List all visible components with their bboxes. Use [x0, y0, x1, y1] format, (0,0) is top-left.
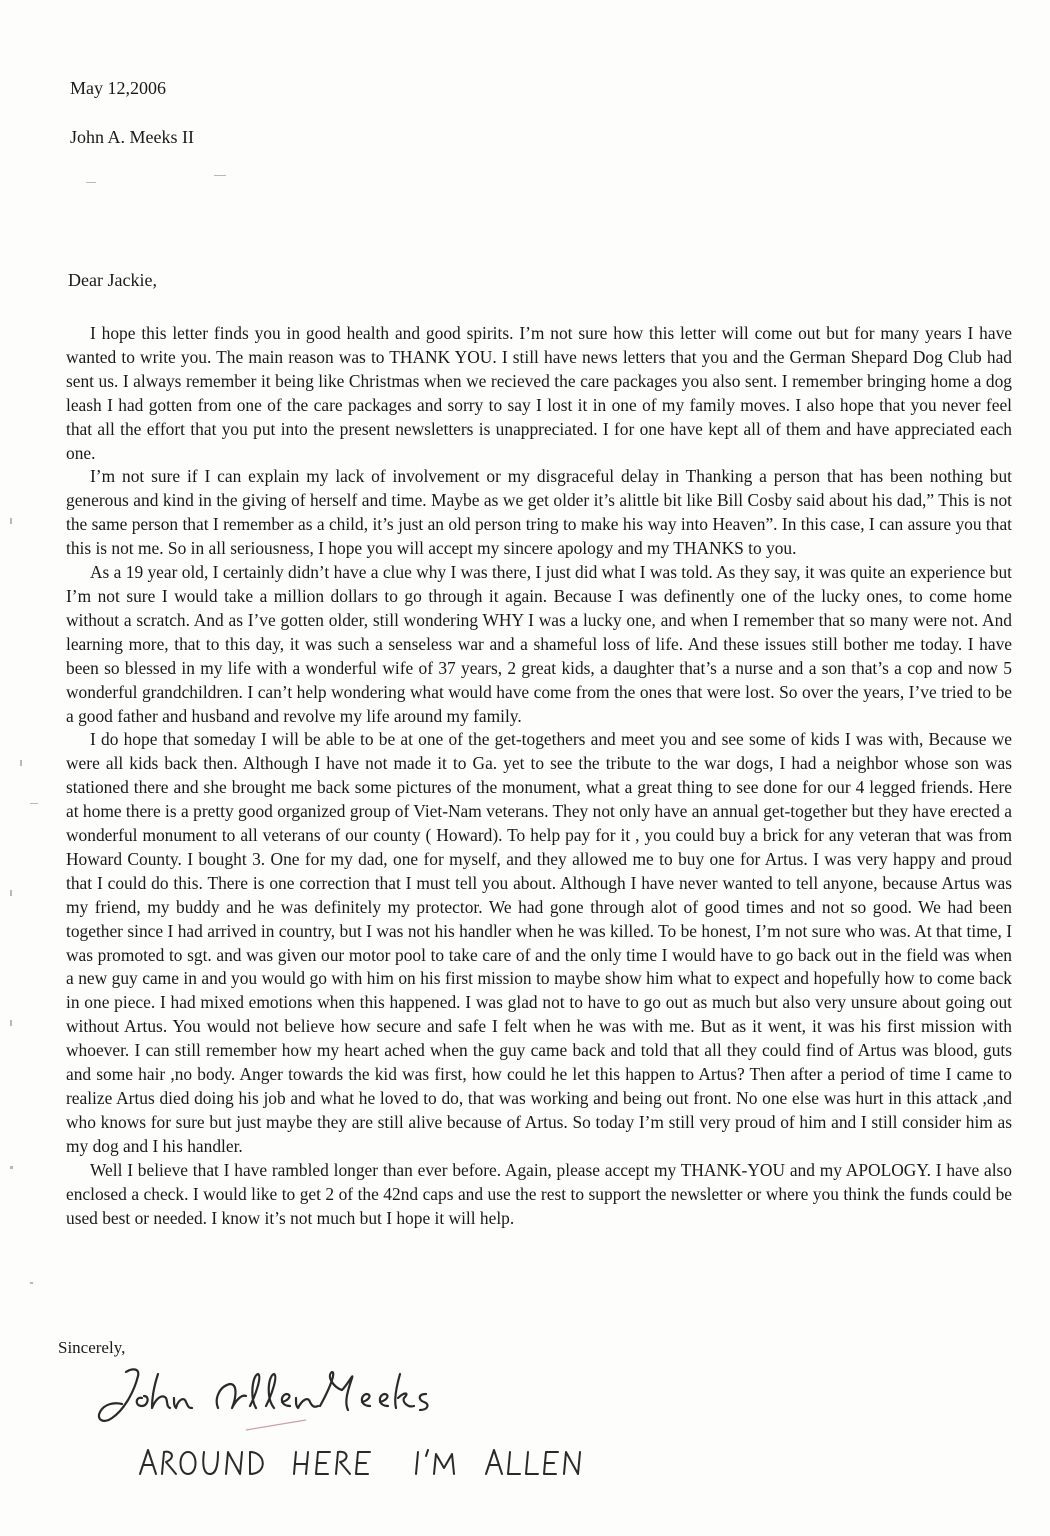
paragraph-1: I hope this letter finds you in good health and good spirits. I’m not sure how this letter will come out but for many years I have wanted to write you. The main reason was to THANK YOU. I still have news letters that you and the German Shepard Dog Club had sent us. I always remember it being like Christmas when we recieved the care packages you also sent. I remember bringing home a dog leash I had gotten from one of the care packages and sorry to say I lost it in one of my family moves. I also hope that you never feel that all the effort that you put into the present newsletters is unappreciated. I for one have kept all of them and have appreciated each one. [66, 323, 1012, 463]
handwritten-signature [86, 1358, 466, 1438]
salutation: Dear Jackie, [68, 270, 157, 290]
letter-body [66, 322, 1012, 1230]
letter-date: May 12,2006 [70, 78, 166, 98]
sender-name: John A. Meeks II [70, 127, 194, 147]
paragraph-4: I do hope that someday I will be able to be at one of the get-togethers and meet you and see some of kids I was with, Because we were all kids back then. Although I have not made it to Ga. yet to see the tribute to the war dogs, I had a neighbor whose son was stationed there and she brought me back some pictures of the monument, what a great thing to see done for our 4 legged friends. Here at home there is a pretty good organized group of Viet-Nam veterans. They not only have an annual get-together but they have erected a wonderful monument to all veterans of our county ( Howard). To help pay for it , you could buy a brick for any veteran that was from Howard County. I bought 3. One for my dad, one for myself, and they allowed me to buy one for Artus. I was very happy and proud that I could do this. There is one correction that I must tell you about. Although I have never wanted to tell anyone, because Artus was my friend, my buddy and he was definitely my protector. We had gone through alot of good times and not so good. We had been together since I had arrived in country, but I was not his handler when he was killed. To be honest, I’m not sure who was. At that time, I was promoted to sgt. and was given our motor pool to take care of and the only time I would have to go back out in the field was when a new guy came in and you would go with him on his first mission to maybe show him what to expect and hopefully how to come back in one piece. I had mixed emotions when this happened. I was glad not to have to go out as much but also very unsure about going out without Artus. You would not believe how secure and safe I felt when he was with me. But as it went, it was his first mission with whoever. I can still remember how my heart ached when the guy came back and told that all they could find of Artus was blood, guts and some hair ,no body. Anger towards the kid was first, how could he let this happen to Artus? Then after a period of time I came to realize Artus died doing his job and what he loved to do, that was working and being out front. No one else was hurt in this attack ,and who knows for sure but just maybe they are still alive because of Artus. So today I’m still very proud of him and I still consider him as my dog and I his handler. [66, 729, 1012, 1156]
paragraph-5: Well I believe that I have rambled longer than ever before. Again, please accept my THANK-YOU and my APOLOGY. I have also enclosed a check. I would like to get 2 of the 42nd caps and use the rest to support the newsletter or where you think the funds could be used best or needed. I know it’s not much but I hope it will help. [66, 1159, 1012, 1228]
paragraph-3: As a 19 year old, I certainly didn’t have a clue why I was there, I just did what I was told. As they say, it was quite an experience but I’m not sure I would take a million dollars to go through it again. Because I was definently one of the lucky ones, to come home without a scratch. And as I’ve gotten older, still wondering WHY I was a lucky one, and when I remember that so many were not. And learning more, that to this day, it was such a senseless war and a shameful loss of life. And these issues still bother me today. I have been so blessed in my life with a wonderful wife of 37 years, 2 great kids, a daughter that’s a nurse and a son that’s a cop and now 5 wonderful grandchildren. I can’t help wondering what would have come from the ones that were lost. So over the years, I’ve tried to be a good father and husband and revolve my life around my family. [66, 562, 1012, 726]
handwritten-note [136, 1440, 596, 1490]
closing: Sincerely, [58, 1338, 126, 1357]
paragraph-2: I’m not sure if I can explain my lack of involvement or my disgraceful delay in Thanking a person that has been nothing but generous and kind in the giving of herself and time. Maybe as we get older it’s alittle bit like Bill Cosby said about his dad,” This is not the same person that I remember as a child, it’s just an old person tring to make his way into Heaven”. In this case, I can assure you that this is not me. So in all seriousness, I hope you will accept my sincere apology and my THANKS to you. [66, 466, 1012, 559]
